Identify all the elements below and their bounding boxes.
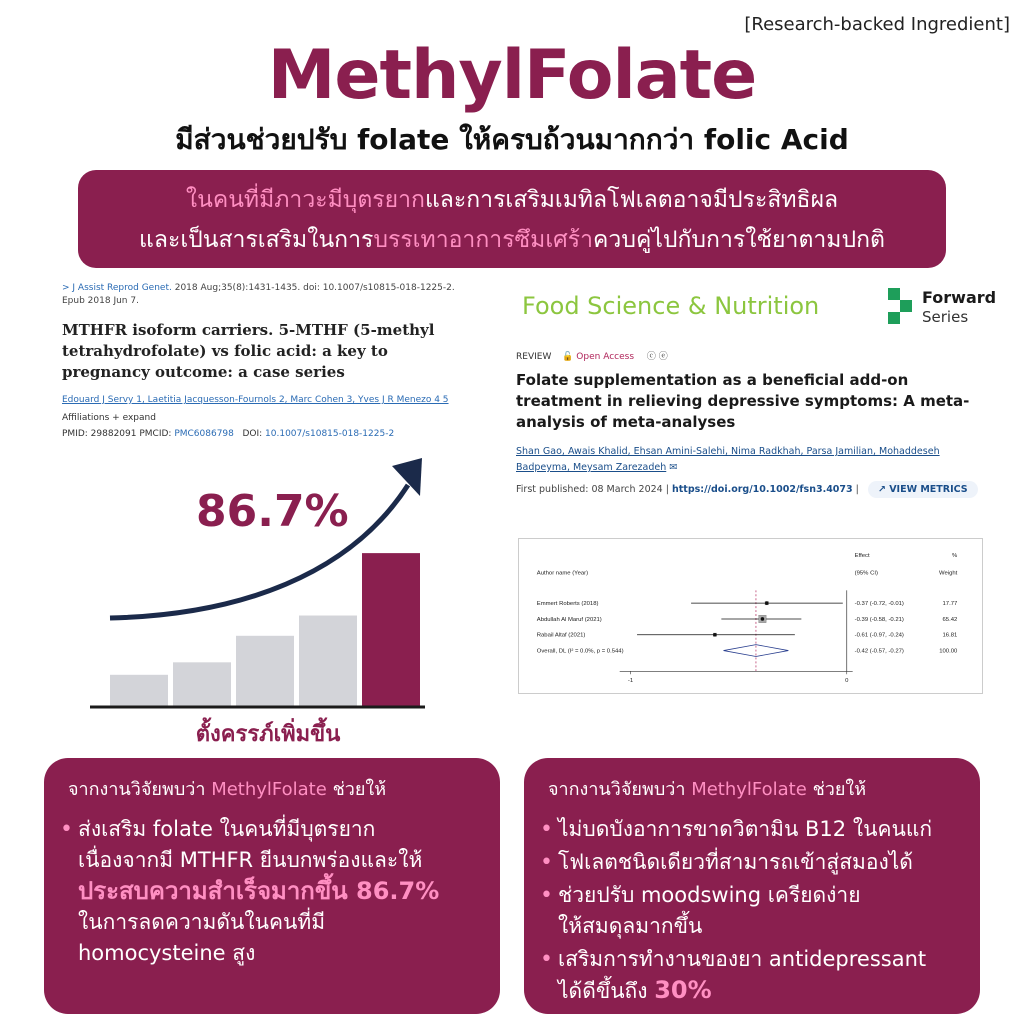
view-metrics-button[interactable]: ↗ VIEW METRICS	[868, 481, 978, 498]
card-left-list	[58, 814, 490, 971]
license-icon: ⓒ ⓔ	[646, 352, 668, 362]
card-right-item-2: โฟเลตชนิดเดียวที่สามารถเข้าสู่สมองได้	[558, 850, 913, 874]
card-right-item-1: ไม่บดบังอาการขาดวิตามิน B12 ในคนแก่	[558, 817, 933, 841]
banner-highlight-depression: บรรเทาอาการซึมเศร้า	[373, 227, 594, 253]
forest-tick-label-zero: 0	[845, 678, 849, 685]
forward-series-logo	[888, 288, 997, 328]
doi-label: DOI:	[242, 429, 263, 439]
forest-row-ci: -0.39 (-0.58, -0.21)	[854, 616, 904, 623]
review-badge: REVIEW	[516, 352, 552, 362]
review-title: Folate supplementation as a beneficial add-on treatment in relieving depressive symptoms: A meta-analysis of meta-analyses	[516, 371, 970, 431]
list-item	[538, 944, 970, 1007]
forest-row-weight: 65.42	[942, 616, 958, 623]
card-right-heading	[548, 774, 866, 803]
forest-row-name: Abdullah Al Maruf (2021)	[536, 616, 602, 623]
journal-link[interactable]: > J Assist Reprod Genet.	[62, 283, 172, 293]
forest-col-ci: (95% CI)	[854, 570, 878, 577]
series-label-1: Forward	[922, 288, 997, 307]
forest-row-point	[761, 617, 765, 621]
card-left-line-4: ในการลดความดันในคนที่มี	[78, 910, 326, 934]
review-authors-list[interactable]: Shan Gao, Awais Khalid, Ehsan Amini-Salehi, Nima Radkhah, Parsa Jamilian, Mohaddeseh Badpeyma, Meysam Zarezadeh	[516, 446, 940, 473]
view-metrics-label: VIEW METRICS	[889, 484, 968, 495]
card-left-line-2: เนื่องจากมี MTHFR ยีนบกพร่องและให้	[78, 848, 423, 872]
page-title: MethylFolate	[267, 36, 757, 115]
banner-text-2: และเป็นสารเสริมในการ	[139, 227, 374, 253]
review-authors	[516, 444, 996, 476]
forest-row-weight: 16.81	[942, 632, 958, 639]
forest-overall-name: Overall, DL (I² = 0.0%, p = 0.544)	[536, 648, 624, 655]
card-right-list	[538, 814, 970, 1009]
card-right-item-3b: ให้สมดุลมากขึ้น	[558, 914, 703, 938]
card-left-head-b: MethylFolate	[211, 779, 327, 800]
card-left-head-c: ช่วยให้	[332, 779, 387, 800]
pubmed-paper	[62, 282, 462, 439]
forest-row-weight: 17.77	[942, 601, 958, 608]
forest-row-ci: -0.37 (-0.72, -0.01)	[854, 601, 904, 608]
chart-bar-1	[110, 675, 168, 706]
card-right-head-b: MethylFolate	[691, 779, 807, 800]
forest-plot	[518, 538, 983, 694]
card-right-head-a: จากงานวิจัยพบว่า	[548, 779, 686, 800]
chart-bar-2	[173, 662, 231, 706]
chart-bar-5	[362, 553, 420, 706]
card-left-line-1: • ส่งเสริม folate ในคนที่มีบุตรยาก	[78, 817, 376, 841]
chart-big-value: 86.7%	[196, 486, 349, 537]
forest-col-weight: Weight	[939, 570, 958, 577]
card-right-item-4a: • เสริมการทำงานของยา antidepressant	[558, 947, 927, 971]
banner-highlight-infertility: ในคนที่มีภาวะมีบุตรยาก	[185, 187, 425, 213]
card-left-head-a: จากงานวิจัยพบว่า	[68, 779, 206, 800]
card-fertility	[44, 758, 500, 1014]
affiliations-expand[interactable]: Affiliations + expand	[62, 413, 156, 423]
mail-icon[interactable]: ✉	[669, 462, 678, 473]
banner-text-1: และการเสริมเมทิลโฟเลตอาจมีประสิทธิผล	[424, 187, 839, 213]
list-item	[58, 814, 490, 969]
card-left-highlight: ประสบความสำเร็จมากขึ้น 86.7%	[78, 877, 440, 905]
list-item	[538, 880, 970, 942]
forest-row-ci: -0.61 (-0.97, -0.24)	[854, 632, 904, 639]
separator: |	[855, 484, 859, 495]
pmid: PMID: 29882091 PMCID:	[62, 429, 172, 439]
card-right-item-4b	[558, 975, 970, 1007]
chart-label: ตั้งครรภ์เพิ่มขึ้น	[195, 722, 341, 747]
published-date: First published: 08 March 2024 |	[516, 484, 669, 495]
banner-line-2	[78, 220, 946, 260]
publication-info	[516, 484, 978, 495]
forest-row-name: Rabail Altaf (2021)	[536, 632, 586, 639]
chart-bar-3	[236, 636, 294, 706]
card-right-highlight: 30%	[654, 976, 712, 1004]
open-access-label: Open Access	[576, 352, 635, 362]
forest-overall-weight: 100.00	[939, 648, 958, 655]
chart-bar-4	[299, 616, 357, 706]
forest-tick-label-neg: -1	[627, 678, 634, 685]
review-doi-link[interactable]: https://doi.org/10.1002/fsn3.4073	[671, 484, 853, 495]
forest-row-point	[713, 633, 717, 637]
research-tag: [Research-backed Ingredient]	[744, 14, 1010, 35]
series-label-2: Series	[922, 308, 969, 326]
paper-citation	[62, 282, 462, 308]
pmcid-link[interactable]: PMC6086798	[174, 429, 234, 439]
journal-name: Food Science & Nutrition	[522, 292, 820, 320]
card-right-head-c: ช่วยให้	[812, 779, 867, 800]
card-depression	[524, 758, 980, 1014]
forest-row-point	[765, 601, 769, 605]
forest-col-author: Author name (Year)	[536, 570, 589, 577]
card-left-line-5: homocysteine สูง	[78, 941, 256, 965]
forest-overall-ci: -0.42 (-0.57, -0.27)	[854, 648, 904, 655]
summary-banner	[78, 170, 946, 268]
banner-line-1	[78, 180, 946, 220]
list-item	[538, 814, 970, 845]
paper-ids	[62, 429, 462, 439]
forest-col-pct: %	[952, 552, 958, 559]
paper-title: MTHFR isoform carriers. 5-MTHF (5-methyl tetrahydrofolate) vs folic acid: a key to pregnancy outcome: a case series	[62, 321, 435, 381]
doi-link[interactable]: 10.1007/s10815-018-1225-2	[265, 429, 395, 439]
forward-series-icon	[888, 288, 914, 324]
open-access-badge: 🔓 Open Access	[562, 352, 635, 362]
forest-row-name: Emmert Roberts (2018)	[536, 601, 599, 608]
citation-text: 2018 Aug;35(8):1431-1435. doi: 10.1007/s10815-018-1225-2.	[174, 283, 455, 293]
card-right-item-3a: • ช่วยปรับ moodswing เครียดง่าย	[558, 883, 861, 907]
forest-col-effect: Effect	[854, 552, 870, 559]
card-right-item-4b-text: ได้ดีขึ้นถึง	[558, 979, 648, 1003]
card-left-heading	[68, 774, 386, 803]
banner-text-3: ควบคู่ไปกับการใช้ยาตามปกติ	[593, 227, 885, 253]
paper-authors[interactable]: Edouard J Servy 1, Laetitia Jacquesson-Fournols 2, Marc Cohen 3, Yves J R Menezo 4 5	[62, 395, 449, 405]
page-subtitle: มีส่วนช่วยปรับ folate ให้ครบถ้วนมากกว่า folic Acid	[175, 123, 849, 156]
epub-date: Epub 2018 Jun 7.	[62, 296, 139, 306]
review-meta	[516, 349, 668, 362]
list-item	[538, 847, 970, 878]
